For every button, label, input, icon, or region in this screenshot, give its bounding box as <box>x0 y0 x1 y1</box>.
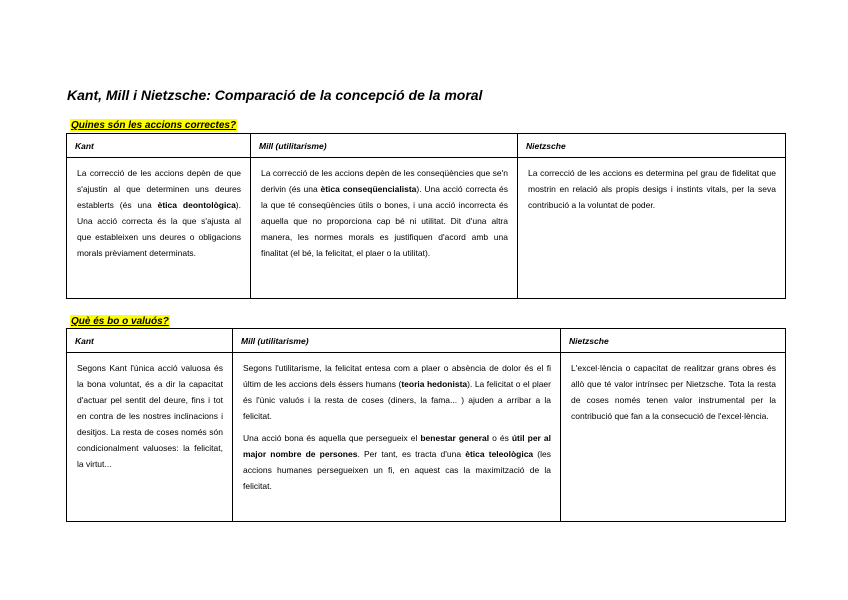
cell-text: Segons Kant l'única acció valuosa és la bona voluntat, és a dir la capacitat d'actuar pel sentit del deure, fins i tot en contra de les nostres inclinacions i desitjos. La resta de coses només són condicionalment valuoses: la felicitat, la virtut... <box>77 363 223 469</box>
cell-nietzsche <box>561 353 786 522</box>
column-header-nietzsche: Nietzsche <box>561 329 786 353</box>
table-row <box>67 158 786 299</box>
cell-text: La correcció de les accions depèn de les conseqüències que se'n derivin (és una ètica conseqüencialista). Una acció correcta és la que té conseqüències útils o bones, i una acció incorrecta és aquella que no proporciona cap bé ni utilitat. Dit d'una altra manera, les normes morals es justifiquen d'acord amb una finalitat (el bé, la felicitat, el plaer o la utilitat). <box>261 168 508 258</box>
cell-text: L'excel·lència o capacitat de realitzar grans obres és allò que té valor intrínsec per Nietzsche. Tota la resta de coses només tenen valor instrumental per la contribució que fan a la consecució de l'excel·lència. <box>571 363 776 421</box>
cell-kant <box>67 158 251 299</box>
section-question-what-is-good: Què és bo o valuós? <box>71 316 169 327</box>
cell-mill <box>251 158 518 299</box>
table-header-row <box>67 134 786 158</box>
comparison-table-what-is-good <box>66 328 786 522</box>
table-header-row <box>67 329 786 353</box>
comparison-table-correct-actions <box>66 133 786 299</box>
column-header-mill: Mill (utilitarisme) <box>233 329 561 353</box>
column-header-mill: Mill (utilitarisme) <box>251 134 518 158</box>
cell-text: La correcció de les accions es determina pel grau de fidelitat que mostrin en relació als propis desigs i instints vitals, per la seva contribució a la voluntat de poder. <box>528 168 776 210</box>
column-header-kant: Kant <box>67 134 251 158</box>
cell-text: La correcció de les accions depèn de que s'ajustin al que determinen uns deures establerts (és una ètica deontològica). Una acció correcta és la que s'ajusta al que estableixen uns deures o obligacions morals prèviament determinats. <box>77 168 241 258</box>
cell-kant <box>67 353 233 522</box>
cell-nietzsche <box>518 158 786 299</box>
column-header-nietzsche: Nietzsche <box>518 134 786 158</box>
table-row <box>67 353 786 522</box>
cell-mill <box>233 353 561 522</box>
page-title: Kant, Mill i Nietzsche: Comparació de la concepció de la moral <box>67 87 483 103</box>
section-question-correct-actions: Quines són les accions correctes? <box>71 120 237 131</box>
cell-text: Segons l'utilitarisme, la felicitat entesa com a plaer o absència de dolor és el fi últim de les accions dels éssers humans (teoria hedonista). La felicitat o el plaer és l'únic valuós i la resta de coses (diners, la fama... ) ajuden a arribar a la felicitat. <box>243 363 551 421</box>
cell-text: Una acció bona és aquella que persegueix el benestar general o és útil per al major nombre de persones. Per tant, es tracta d'una ètica teleològica (les accions humanes persegueixen un fi, en aquest cas la maximització de la felicitat. <box>243 433 551 491</box>
column-header-kant: Kant <box>67 329 233 353</box>
